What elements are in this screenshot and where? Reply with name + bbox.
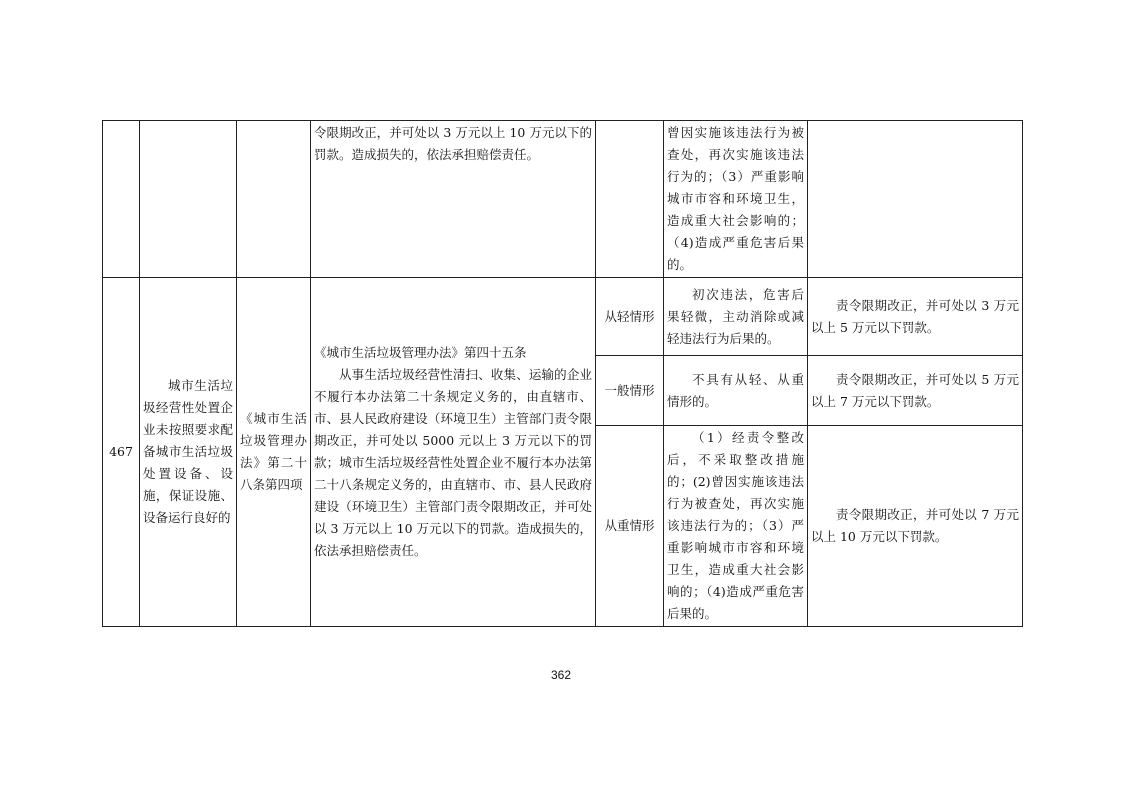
level-cell-empty (596, 121, 664, 278)
legal-basis-short-cell: 《城市生活垃圾管理办法》第二十八条第四项 (237, 278, 311, 627)
basis-short-cell-empty (237, 121, 311, 278)
level-name-heavy: 从重情形 (596, 426, 664, 627)
continuation-row (103, 121, 1023, 278)
level-name-general: 一般情形 (596, 356, 664, 426)
criteria-continuation-cell: 曾因实施该违法行为被查处，再次实施该违法行为的；（3）严重影响城市市容和环境卫生，造成重大社会影响的；（4)造成严重危害后果的。 (664, 121, 808, 278)
item-number-cell: 467 (103, 278, 140, 627)
violation-description-cell: 城市生活垃圾经营性处置企业未按照要求配备城市生活垃圾处置设备、设施，保证设施、设备运行良好的 (140, 278, 237, 627)
criteria-heavy: （1）经责令整改后，不采取整改措施的；(2)曾因实施该违法行为被查处，再次实施该违法行为的；（3）严重影响城市市容和环境卫生，造成重大社会影响的；（4)造成严重危害后果的。 (664, 426, 808, 627)
legal-basis-cell (311, 278, 596, 627)
legal-basis-title: 《城市生活垃圾管理办法》第四十五条 (314, 345, 527, 360)
item-row-light (103, 278, 1023, 356)
penalty-heavy: 责令限期改正，并可处以 7 万元以上 10 万元以下罚款。 (808, 426, 1023, 627)
basis-continuation-cell: 令限期改正，并可处以 3 万元以上 10 万元以下的罚款。造成损失的，依法承担赔偿责任。 (311, 121, 596, 278)
number-cell-empty (103, 121, 140, 278)
violation-cell-empty (140, 121, 237, 278)
level-name-light: 从轻情形 (596, 278, 664, 356)
penalty-general: 责令限期改正，并可处以 5 万元以上 7 万元以下罚款。 (808, 356, 1023, 426)
criteria-light: 初次违法，危害后果轻微，主动消除或减轻违法行为后果的。 (664, 278, 808, 356)
legal-basis-text: 从事生活垃圾经营性清扫、收集、运输的企业不履行本办法第二十条规定义务的，由直辖市、市、县人民政府建设（环境卫生）主管部门责令限期改正，并可处以 5000 元以上 3 万元以下的罚款；城市生活垃圾经营性处置企业不履行本办法第二十八条规定义务的，由直辖市、市、县人民政府建设（环境卫生）主管部门责令限期改正，并可处以 3 万元以上 10 万元以下的罚款。造成损失的，依法承担赔偿责任。 (314, 367, 592, 558)
penalty-cell-empty (808, 121, 1023, 278)
criteria-general: 不具有从轻、从重情形的。 (664, 356, 808, 426)
page-number: 362 (550, 668, 572, 682)
penalty-standards-table (102, 120, 1023, 627)
penalty-light: 责令限期改正，并可处以 3 万元以上 5 万元以下罚款。 (808, 278, 1023, 356)
